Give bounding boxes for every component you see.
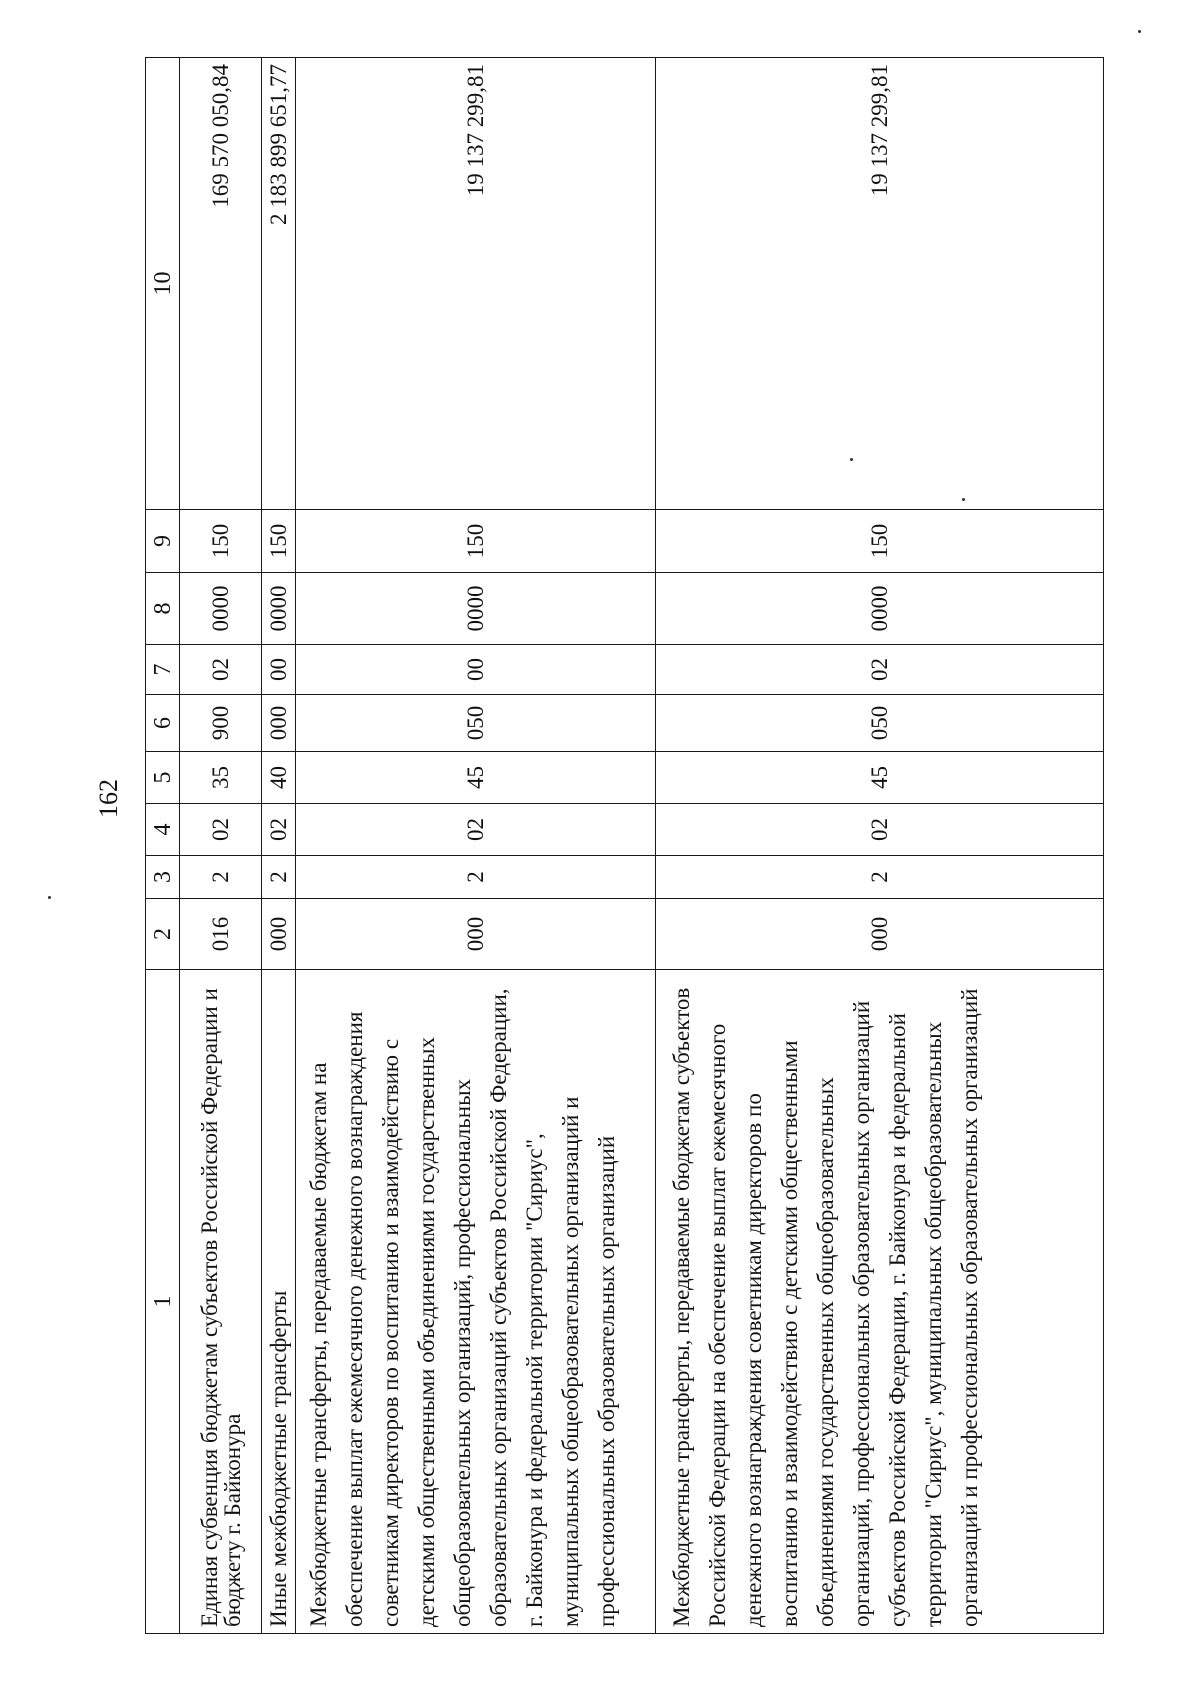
cell-code: 0000 <box>296 573 656 645</box>
scan-speck <box>1138 30 1141 33</box>
cell-code: 35 <box>180 752 262 804</box>
column-header: 10 <box>146 58 180 510</box>
column-header: 7 <box>146 645 180 695</box>
page-number: 162 <box>94 779 123 818</box>
cell-code: 150 <box>296 510 656 573</box>
cell-code: 150 <box>180 510 262 573</box>
table-header-row <box>146 58 180 1634</box>
rotated-table-container <box>145 58 1103 1634</box>
cell-code: 150 <box>656 510 1104 573</box>
scan-speck <box>48 896 51 899</box>
row-description: Межбюджетные трансферты, передаваемые бюджетам субъектов Российской Федерации на обеспечение выплат ежемесячного денежного вознаграждения советникам директоров по воспитанию и взаимодействию с детскими общественными объединениями государственных общеобразовательных организаций, профессиональных образовательных организаций субъектов Российской Федерации, г. Байконура и федеральной территории "Сириус", муниципальных общеобразовательных организаций и профессиональных образовательных организаций <box>656 970 1104 1634</box>
table-row <box>180 58 262 1634</box>
cell-code: 02 <box>262 804 296 856</box>
column-header: 1 <box>146 970 180 1634</box>
cell-code: 40 <box>262 752 296 804</box>
cell-code: 45 <box>656 752 1104 804</box>
cell-code: 00 <box>296 645 656 695</box>
cell-code: 2 <box>656 856 1104 899</box>
cell-amount: 19 137 299,81 <box>296 58 656 510</box>
scan-speck <box>962 498 965 501</box>
cell-code: 2 <box>296 856 656 899</box>
column-header: 5 <box>146 752 180 804</box>
cell-code: 2 <box>180 856 262 899</box>
cell-amount: 169 570 050,84 <box>180 58 262 510</box>
cell-code: 016 <box>180 899 262 970</box>
table-row <box>262 58 296 1634</box>
table-row <box>656 58 1104 1634</box>
budget-table <box>145 57 1104 1634</box>
column-header: 4 <box>146 804 180 856</box>
cell-code: 050 <box>656 695 1104 752</box>
cell-code: 0000 <box>180 573 262 645</box>
row-description: Межбюджетные трансферты, передаваемые бюджетам на обеспечение выплат ежемесячного денежного вознаграждения советникам директоров по воспитанию и взаимодействию с детскими общественными объединениями государственных общеобразовательных организаций, профессиональных образовательных организаций субъектов Российской Федерации, г. Байконура и федеральной территории "Сириус", муниципальных общеобразовательных организаций и профессиональных образовательных организаций <box>296 970 656 1634</box>
cell-code: 000 <box>656 899 1104 970</box>
column-header: 9 <box>146 510 180 573</box>
cell-code: 02 <box>296 804 656 856</box>
cell-code: 000 <box>262 695 296 752</box>
cell-code: 02 <box>656 645 1104 695</box>
cell-amount: 2 183 899 651,77 <box>262 58 296 510</box>
cell-code: 45 <box>296 752 656 804</box>
row-description: Иные межбюджетные трансферты <box>262 970 296 1634</box>
cell-code: 900 <box>180 695 262 752</box>
cell-code: 150 <box>262 510 296 573</box>
cell-code: 2 <box>262 856 296 899</box>
scan-speck <box>850 458 853 461</box>
column-header: 6 <box>146 695 180 752</box>
cell-code: 000 <box>262 899 296 970</box>
table-row <box>296 58 656 1634</box>
column-header: 8 <box>146 573 180 645</box>
row-description: Единая субвенция бюджетам субъектов Российской Федерации и бюджету г. Байконура <box>180 970 262 1634</box>
cell-code: 0000 <box>656 573 1104 645</box>
cell-code: 02 <box>180 804 262 856</box>
cell-amount: 19 137 299,81 <box>656 58 1104 510</box>
cell-code: 050 <box>296 695 656 752</box>
column-header: 3 <box>146 856 180 899</box>
cell-code: 00 <box>262 645 296 695</box>
column-header: 2 <box>146 899 180 970</box>
cell-code: 02 <box>180 645 262 695</box>
cell-code: 02 <box>656 804 1104 856</box>
cell-code: 000 <box>296 899 656 970</box>
cell-code: 0000 <box>262 573 296 645</box>
